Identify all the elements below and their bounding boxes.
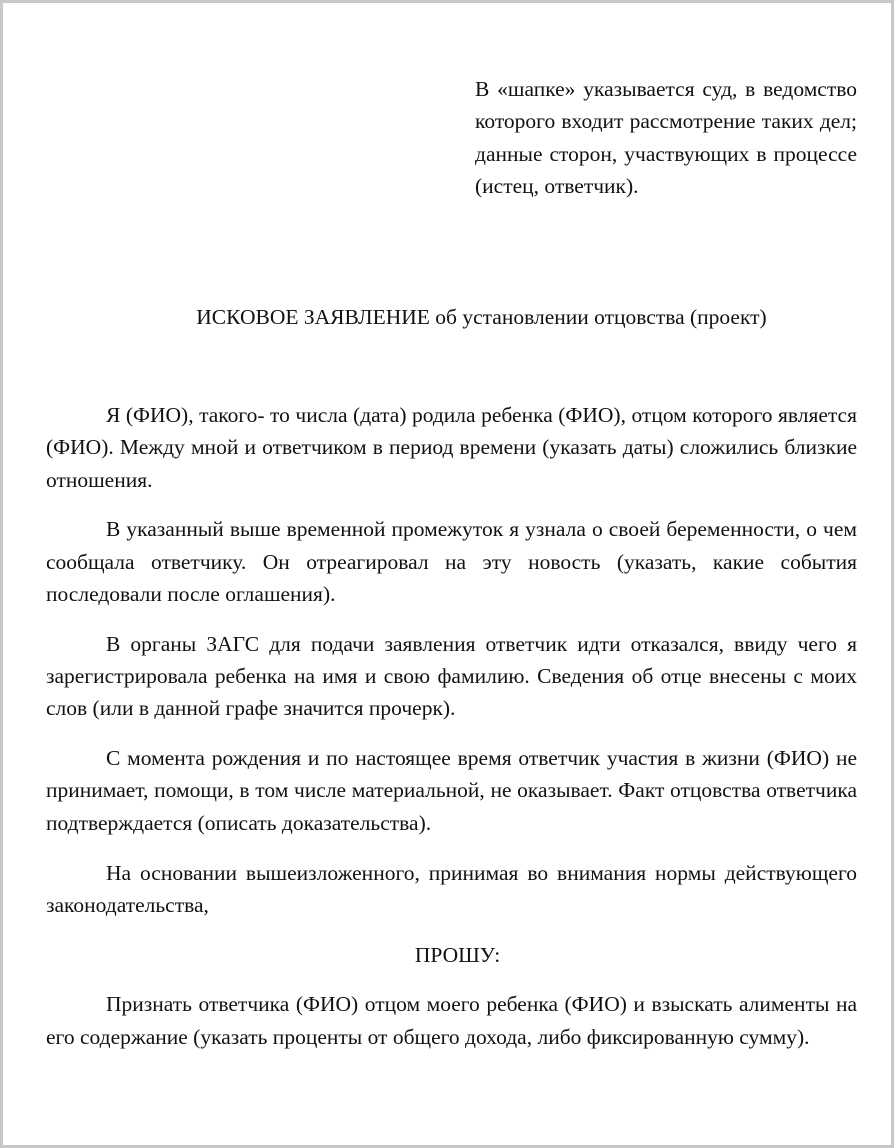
paragraph-legal-basis: На основании вышеизложенного, принимая во внимания нормы действующего законодательства, — [46, 860, 857, 917]
paragraph-non-participation: С момента рождения и по настоящее время ответчик участия в жизни (ФИО) не принимает, помощи, в том числе материальной, не оказывает. Факт отцовства ответчика подтверждается (описать доказательства). — [46, 746, 857, 835]
paragraph-demand: Признать ответчика (ФИО) отцом моего ребенка (ФИО) и взыскать алименты на его содержание (указать проценты от общего дохода, либо фиксированную сумму). — [46, 992, 857, 1049]
header-note: В «шапке» указывается суд, в ведомство которого входит рассмотрение таких дел; данные сторон, участвующих в процессе (истец, ответчик). — [475, 77, 857, 198]
paragraph-registration: В органы ЗАГС для подачи заявления ответчик идти отказался, ввиду чего я зарегистрировала ребенка на имя и свою фамилию. Сведения об отце внесены с моих слов (или в данной графе значится прочерк). — [46, 631, 857, 721]
document-title: ИСКОВОЕ ЗАЯВЛЕНИЕ об установлении отцовства (проект) — [196, 305, 767, 329]
paragraph-birth: Я (ФИО), такого- то числа (дата) родила ребенка (ФИО), отцом которого является (ФИО). Между мной и ответчиком в период времени (указать даты) сложились близкие отношения. — [46, 403, 857, 492]
document-body — [46, 399, 857, 1071]
demand-heading: ПРОШУ: — [414, 942, 501, 967]
paragraph-pregnancy: В указанный выше временной промежуток я узнала о своей беременности, о чем сообщала ответчику. Он отреагировал на эту новость (указать, какие события последовали после оглашения). — [46, 517, 857, 606]
